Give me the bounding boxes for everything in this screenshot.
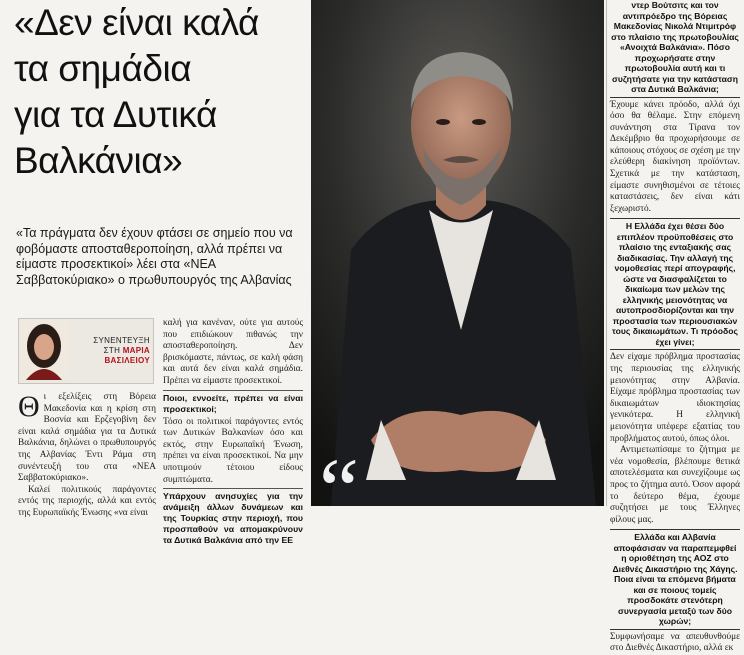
article-column-1 bbox=[18, 392, 156, 520]
divider bbox=[610, 529, 740, 530]
portrait-photo bbox=[311, 0, 604, 506]
paragraph: καλή για κανέναν, ούτε για αυτούς που επιδιώκουν πιθανώς την αποσταθεροποίηση. Δεν βρισκόμαστε, πάντως, σε καλή φάση και αυτά δεν είναι καλά σημάδια. Πρέπει να είμαστε προσεκτικοί. bbox=[163, 318, 303, 386]
headline-line: για τα Δυτικά bbox=[14, 94, 217, 135]
deck-text: «Τα πράγματα δεν έχουν φτάσει σε σημείο που να φοβόμαστε αποσταθεροποίηση, αλλά πρέπει να είμαστε προσεκτικοί» λέει στα «ΝΕΑ Σαββατοκύριακο» ο πρωθυπουργός της Αλβανίας bbox=[16, 226, 293, 287]
headline bbox=[14, 0, 314, 184]
interview-question: Υπάρχουν ανησυχίες για την ανάμειξη άλλων δυνάμεων και της Τουρκίας στην περιοχή, που προσπαθούν να απομακρύνουν τα Δυτικά Βαλκάνια από την ΕΕ bbox=[163, 488, 303, 546]
article-column-3 bbox=[610, 0, 740, 655]
headline-line: Βαλκάνια» bbox=[14, 140, 183, 181]
interview-question: Ποιοι, εννοείτε, πρέπει να είναι προσεκτικοί; bbox=[163, 390, 303, 415]
paragraph: Καλεί πολιτικούς παράγοντες εντός της περιοχής, αλλά και εντός της Ευρωπαϊκής Ένωσης «να είναι bbox=[18, 484, 156, 518]
drop-cap: Θ bbox=[18, 390, 40, 423]
headline-line: τα σημάδια bbox=[14, 48, 192, 89]
byline-last-name: ΒΑΣΙΛΕΙΟΥ bbox=[104, 356, 150, 365]
byline-first-name: ΜΑΡΙΑ bbox=[122, 346, 150, 355]
svg-text:“: “ bbox=[319, 441, 359, 506]
interview-question: Η Ελλάδα έχει θέσει δύο επιπλέον προϋποθέσεις στο πλαίσιο της ενταξιακής σας διαδικασίας. Την αλλαγή της νομοθεσίας περί απογραφής, ώστε να διασφαλίζεται το δικαίωμα των μελών της ελληνικής μειονότητας να αυτοπροσδιορίζονται και την προστασία των περιουσιακών τους δικαιωμάτων. Τι πρόοδος έχει γίνει; bbox=[612, 221, 738, 347]
divider bbox=[610, 629, 740, 630]
paragraph: ι εξελίξεις στη Βόρεια Μακεδονία και η κρίση στη Βοσνία και Ερζεγοβίνη δεν είναι καλά σημάδια για τα Δυτικά Βαλκάνια, δηλώνει ο πρωθυπουργός της Αλβανίας Έντι Ράμα στη συνέντευξή του στα «ΝΕΑ Σαββατοκύριακο». bbox=[18, 392, 156, 484]
byline-prep: ΣΤΗ bbox=[103, 346, 121, 355]
author-avatar bbox=[20, 320, 68, 380]
byline-label: ΣΥΝΕΝΤΕΥΞΗ bbox=[93, 336, 150, 345]
article-column-2 bbox=[163, 318, 303, 548]
byline bbox=[70, 336, 150, 366]
paragraph: Αντιμετωπίσαμε το ζήτημα με νέα νομοθεσία, βλέπουμε θετικά αποτελέσματα και συνεχίζουμε ως προς το ζήτημα αυτό. Όσον αφορά το δεύτερο θέμα, έχουμε συζητήσει με τους Έλληνες φίλους μας. bbox=[610, 445, 740, 525]
headline-line: «Δεν είναι καλά bbox=[14, 2, 259, 43]
paragraph: Δεν είχαμε πρόβλημα προστασίας της περιουσίας της ελληνικής μειονότητας στην Αλβανία. Είχαμε πρόβλημα προστασίας των δικαιωμάτων ιδιοκτησίας γενικότερα. Η ελληνική μειονότητα υπέφερε εξαιτίας του προβλήματος αυτού, όπως όλοι. bbox=[610, 352, 740, 444]
column-divider bbox=[606, 0, 607, 506]
divider bbox=[610, 349, 740, 350]
interview-question: Ελλάδα και Αλβανία αποφάσισαν να παραπεμφθεί η οριοθέτηση της ΑΟΖ στο Διεθνές Δικαστήριο της Χάγης. Ποια είναι τα επόμενα βήματα και σε ποιους τομείς προσδοκάτε στενότερη συνεργασία μεταξύ των δύο χωρών; bbox=[612, 532, 738, 627]
divider bbox=[610, 218, 740, 219]
interview-question: ντερ Βούτσιτς και τον αντιπρόεδρο της Βόρειας Μακεδονίας Νικολά Ντιμιτρόφ στο πλαίσιο της πρωτοβουλίας «Ανοιχτά Βαλκάνια». Πόσο προχωρήσατε στην πρωτοβουλία αυτή και τι συζητήσατε για την κατάσταση στα Δυτικά Βαλκάνια; bbox=[611, 0, 739, 94]
divider bbox=[610, 97, 740, 98]
paragraph: Τόσο οι πολιτικοί παράγοντες εντός των Δυτικών Βαλκανίων όσο και εκτός, στην Ευρωπαϊκή Ένωση, πρέπει να είναι προσεκτικοί. Να μην υποτιμούν τέτοιου είδους συμπτώματα. bbox=[163, 416, 303, 485]
paragraph: Συμφωνήσαμε να απευθυνθούμε στο Διεθνές Δικαστήριο, αλλά εκ bbox=[610, 631, 740, 654]
paragraph: Έχουμε κάνει πρόοδο, αλλά όχι όσο θα θέλαμε. Στην επόμενη συνάντηση στα Τίρανα τον Δεκέμβριο θα προχωρήσουμε σε κάποιους στόχους σε σχέση με την ελεύθερη διακίνηση προϊόντων. Σχετικά με την κατάσταση, είμαστε συνηθισμένοι σε τέτοιες καταστάσεις, δεν είναι κάτι ξεχωριστό. bbox=[610, 99, 740, 214]
